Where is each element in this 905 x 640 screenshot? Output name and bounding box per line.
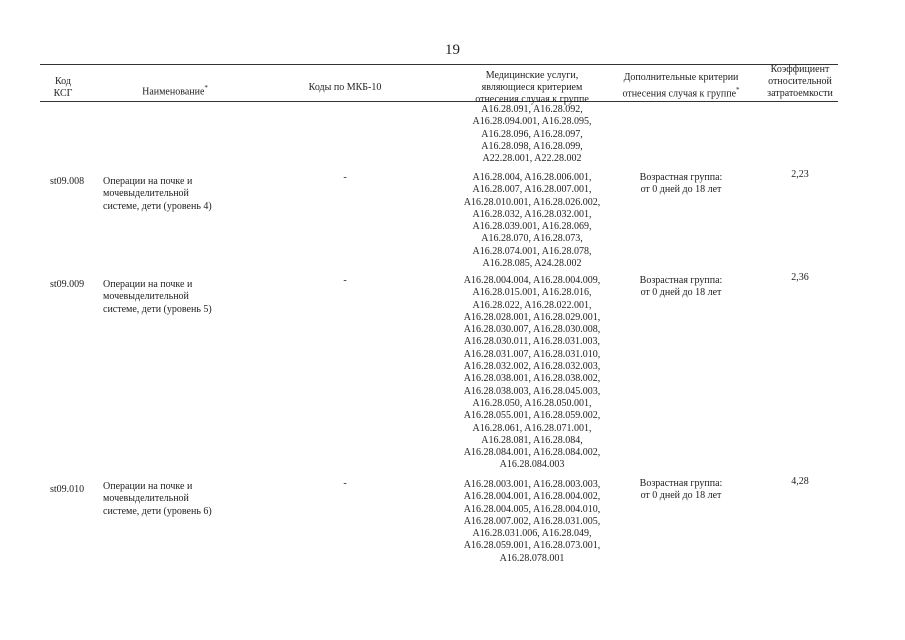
row-name: Операции на почке и мочевыделительной системе, дети (уровень 6) — [103, 481, 212, 517]
row-mkb: - — [343, 172, 347, 183]
row-code: st09.008 — [50, 176, 85, 187]
header-name: Наименование* — [142, 84, 208, 98]
header-coef: Коэффициент относительной затратоемкости — [767, 64, 833, 99]
header-bottom-rule — [40, 101, 838, 102]
row-criteria: Возрастная группа: от 0 дней до 18 лет — [639, 275, 723, 299]
header-services: Медицинские услуги, являющиеся критерием отнесения случая к группе — [475, 70, 589, 105]
row-coef: 2,36 — [791, 272, 809, 283]
row-mkb: - — [343, 478, 347, 489]
page-number: 19 — [445, 42, 460, 58]
row-name: Операции на почке и мочевыделительной системе, дети (уровень 5) — [103, 279, 212, 315]
row-criteria: Возрастная группа: от 0 дней до 18 лет — [639, 478, 723, 502]
row-coef: 2,23 — [791, 169, 809, 180]
header-code: Код КСГ — [53, 76, 73, 99]
row-services: A16.28.003.001, A16.28.003.003, A16.28.004.001, A16.28.004.002, A16.28.004.005, A16.28.004.010, A16.28.007.002, A16.28.031.005, A16.28.031.006, A16.28.049, A16.28.059.001, A16.28.073.001, A16.28.078.001 — [463, 479, 601, 564]
row-criteria: Возрастная группа: от 0 дней до 18 лет — [639, 172, 723, 196]
continuation-services: A16.28.091, A16.28.092, A16.28.094.001, A16.28.095, A16.28.096, A16.28.097, A16.28.098, A16.28.099, A22.28.001, A22.28.002 — [472, 104, 592, 165]
row-name: Операции на почке и мочевыделительной системе, дети (уровень 4) — [103, 176, 212, 212]
header-top-rule — [40, 64, 838, 65]
row-mkb: - — [343, 275, 347, 286]
row-services: A16.28.004.004, A16.28.004.009, A16.28.015.001, A16.28.016, A16.28.022, A16.28.022.001, A16.28.028.001, A16.28.029.001, A16.28.030.007, A16.28.030.008, A16.28.030.011, A16.28.031.003, A16.28.031.007, A16.28.031.010, A16.28.032.002, A16.28.032.003, A16.28.038.001, A16.28.038.002, A16.28.038.003, A16.28.045.003, A16.28.050, A16.28.050.001, A16.28.055.001, A16.28.059.002, A16.28.061, A16.28.071.001, A16.28.081, A16.28.084, A16.28.084.001, A16.28.084.002, A16.28.084.003 — [463, 275, 601, 471]
header-criteria: Дополнительные критерии отнесения случая к группе* — [622, 72, 740, 100]
row-services: A16.28.004, A16.28.006.001, A16.28.007, A16.28.007.001, A16.28.010.001, A16.28.026.002, A16.28.032, A16.28.032.001, A16.28.039.001, A16.28.069, A16.28.070, A16.28.073, A16.28.074.001, A16.28.078, A16.28.085, A24.28.002 — [463, 172, 601, 270]
row-code: st09.010 — [50, 484, 85, 495]
header-mkb: Коды по МКБ-10 — [308, 82, 382, 93]
row-code: st09.009 — [50, 279, 85, 290]
row-coef: 4,28 — [791, 476, 809, 487]
